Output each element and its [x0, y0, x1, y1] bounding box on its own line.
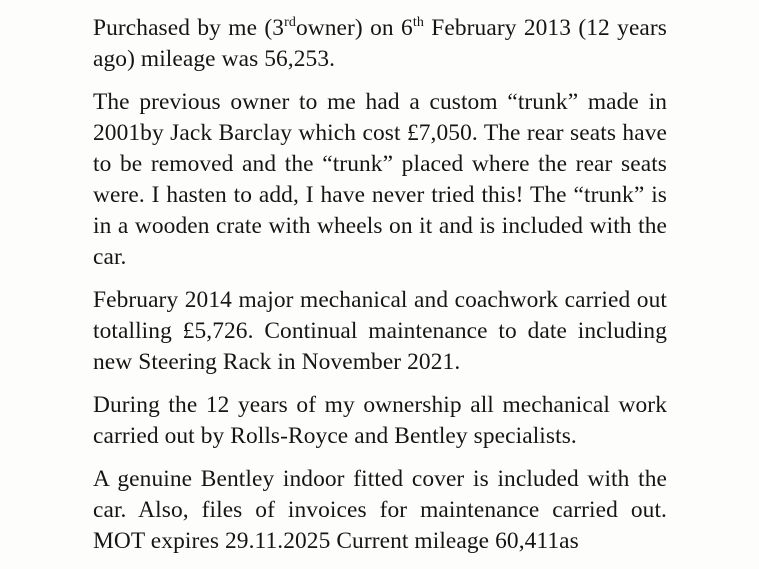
ordinal-superscript-th: th — [412, 15, 424, 30]
purchase-text-end: February 2013 (12 years ago) mileage was 56,253. — [93, 15, 667, 72]
purchase-text-middle: owner) on 6 — [295, 15, 413, 41]
paragraph-ownership: During the 12 years of my ownership all mechanical work carried out by Rolls-Royce and Bentley specialists. — [93, 392, 667, 449]
ordinal-superscript-rd: rd — [284, 15, 296, 30]
document-body — [93, 13, 667, 569]
paragraph-cover-invoices: A genuine Bentley indoor fitted cover is included with the car. Also, files of invoices for maintenance carried out. MOT expires 29.11.2025 Current mileage 60,411as — [93, 466, 667, 554]
paragraph-trunk: The previous owner to me had a custom “trunk” made in 2001by Jack Barclay which cost £7,050. The rear seats have to be removed and the “trunk” placed where the rear seats were. I hasten to add, I have never tried this! The “trunk” is in a wooden crate with wheels on it and is included with the car. — [93, 89, 667, 270]
paragraph-maintenance: February 2014 major mechanical and coachwork carried out totalling £5,726. Continual maintenance to date including new Steering Rack in November 2021. — [93, 287, 667, 375]
purchase-text-start: Purchased by me (3 — [93, 15, 285, 41]
paragraph-purchase — [93, 13, 667, 75]
